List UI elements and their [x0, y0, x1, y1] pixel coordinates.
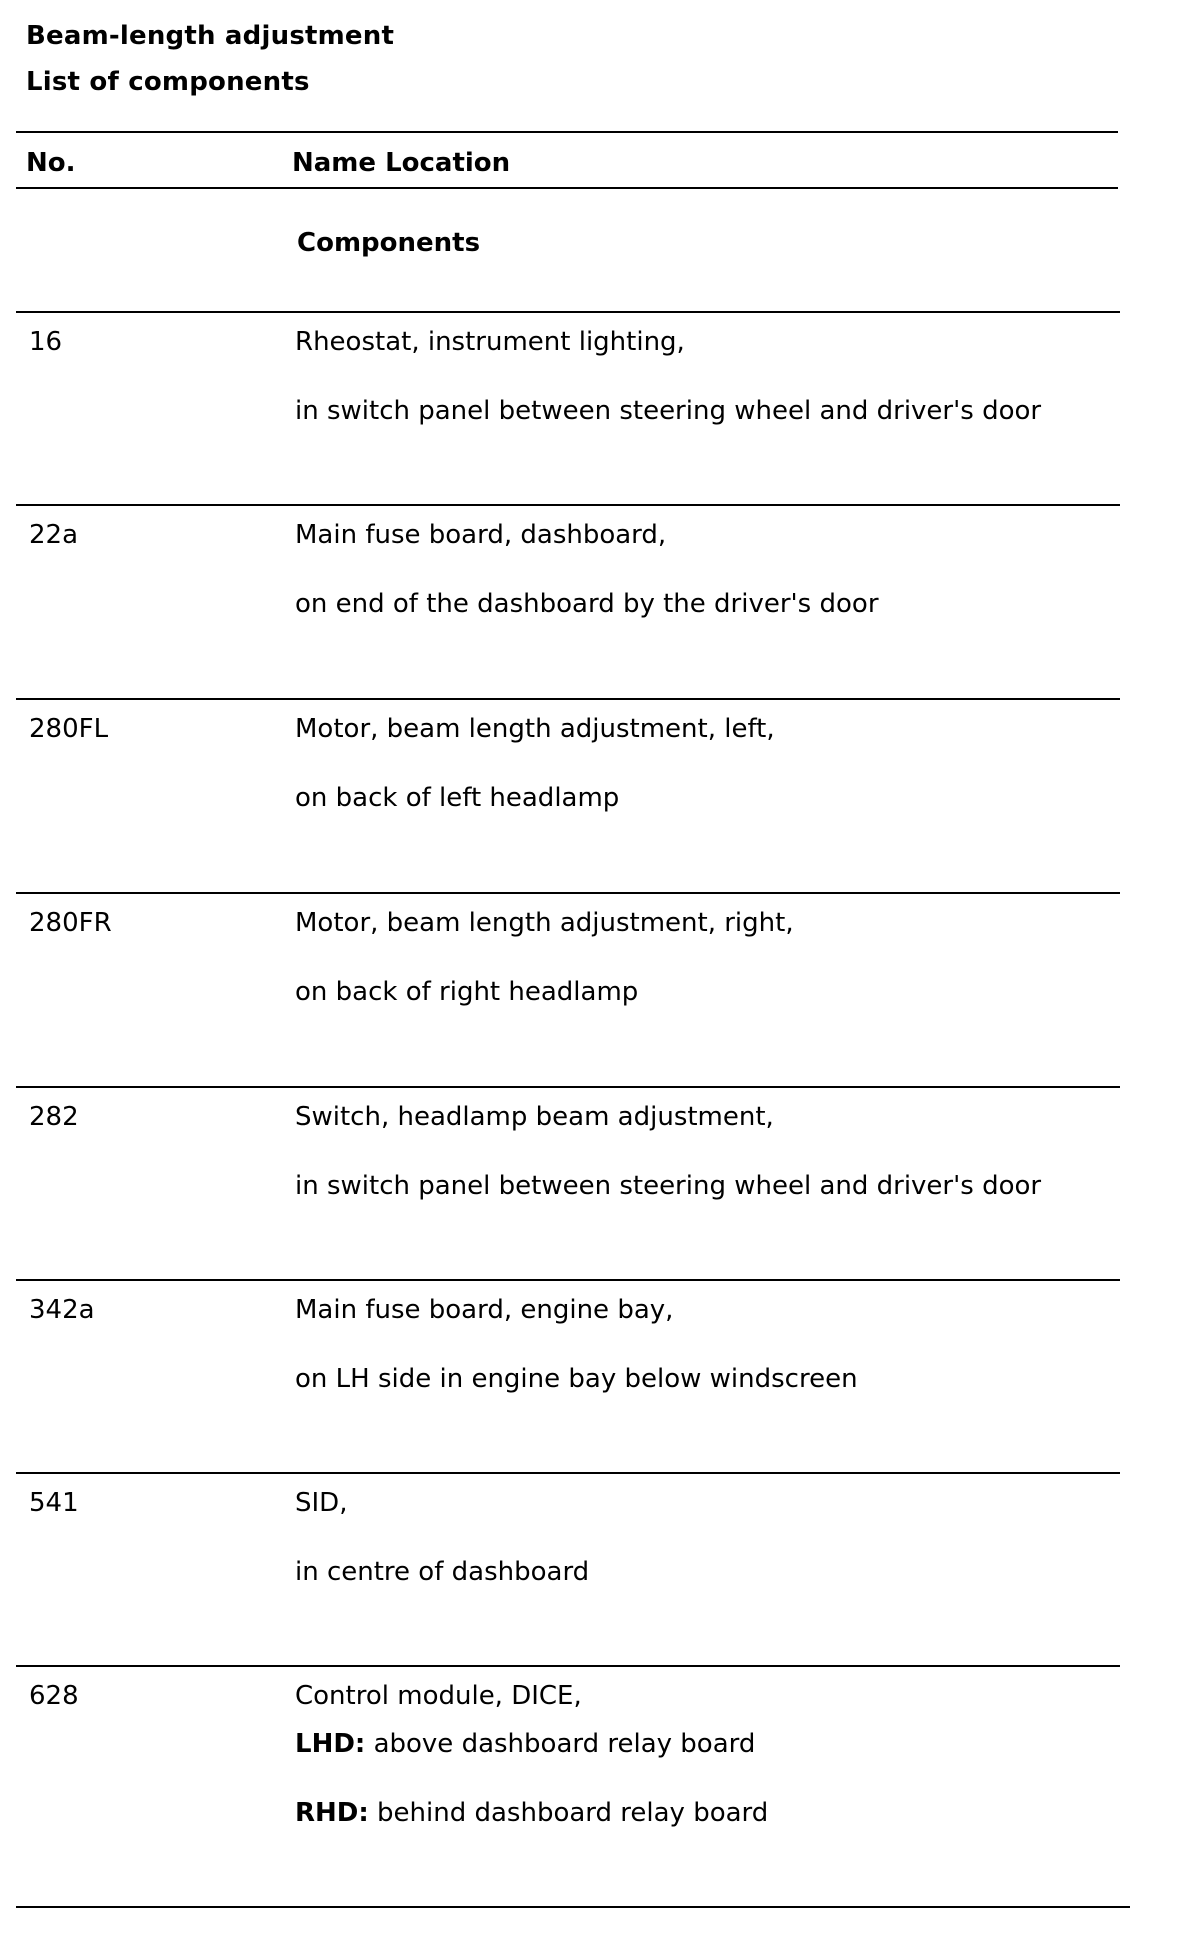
component-location: in centre of dashboard: [295, 1557, 590, 1587]
component-name: Control module, DICE,: [295, 1681, 582, 1711]
header-top-rule: [16, 131, 1118, 133]
table-bottom-rule: [16, 1906, 1130, 1908]
row-divider: [16, 1665, 1120, 1667]
component-number: 22a: [29, 520, 79, 550]
row-divider: [16, 311, 1120, 313]
component-name: Switch, headlamp beam adjustment,: [295, 1102, 774, 1132]
lhd-label: LHD:: [295, 1729, 366, 1759]
rhd-label: RHD:: [295, 1798, 369, 1828]
component-location: on back of right headlamp: [295, 977, 639, 1007]
component-location: in switch panel between steering wheel and driver's door: [295, 1171, 1042, 1201]
row-divider: [16, 1279, 1120, 1281]
component-name: Main fuse board, dashboard,: [295, 520, 667, 550]
document-title: Beam-length adjustment: [26, 21, 395, 51]
component-number: 280FR: [29, 908, 112, 938]
component-location-rhd: [295, 1798, 768, 1828]
component-location: on back of left headlamp: [295, 783, 620, 813]
component-number: 342a: [29, 1295, 95, 1325]
component-name: Main fuse board, engine bay,: [295, 1295, 674, 1325]
row-divider: [16, 504, 1120, 506]
component-number: 541: [29, 1488, 79, 1518]
column-header-name-location: Name Location: [292, 148, 511, 178]
component-location: on end of the dashboard by the driver's door: [295, 589, 879, 619]
component-name: Motor, beam length adjustment, left,: [295, 714, 775, 744]
row-divider: [16, 892, 1120, 894]
component-number: 628: [29, 1681, 79, 1711]
row-divider: [16, 1472, 1120, 1474]
component-name: SID,: [295, 1488, 348, 1518]
column-header-no: No.: [26, 148, 76, 178]
component-number: 282: [29, 1102, 79, 1132]
row-divider: [16, 1086, 1120, 1088]
document-subtitle: List of components: [26, 67, 310, 97]
rhd-location: behind dashboard relay board: [368, 1798, 769, 1828]
component-name: Motor, beam length adjustment, right,: [295, 908, 794, 938]
section-label-components: Components: [297, 228, 481, 258]
component-number: 16: [29, 327, 63, 357]
row-divider: [16, 698, 1120, 700]
header-bottom-rule: [16, 187, 1118, 189]
lhd-location: above dashboard relay board: [365, 1729, 756, 1759]
component-name: Rheostat, instrument lighting,: [295, 327, 685, 357]
component-location: on LH side in engine bay below windscreen: [295, 1364, 858, 1394]
component-location: in switch panel between steering wheel and driver's door: [295, 396, 1042, 426]
component-number: 280FL: [29, 714, 109, 744]
component-location-lhd: [295, 1729, 755, 1759]
